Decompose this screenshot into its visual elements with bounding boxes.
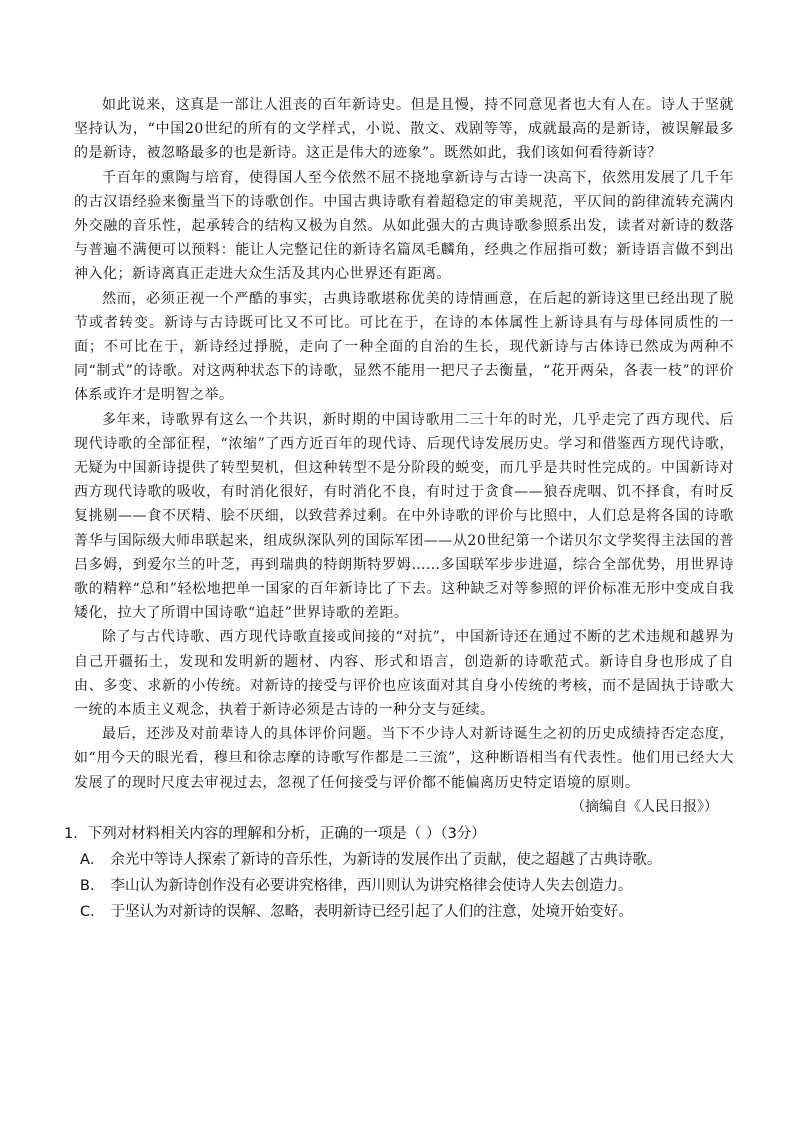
article-body	[74, 93, 734, 819]
option-b	[64, 873, 734, 899]
question-block	[64, 821, 734, 925]
option-text: 李山认为新诗创作没有必要讲究格律，西川则认为讲究格律会使诗人失去创造力。	[110, 877, 633, 894]
option-text: 于坚认为对新诗的误解、忽略，表明新诗已经引起了人们的注意，处境开始变好。	[110, 903, 633, 920]
option-letter: A．	[80, 851, 105, 868]
paragraph: 最后，还涉及对前辈诗人的具体评价问题。当下不少诗人对新诗诞生之初的历史成绩持否定态度，如“用今天的眼光看，穆旦和徐志摩的诗歌写作都是二三流”，这种断语相当有代表性。他们用已经大大发展了的现时尺度去审视过去，忽视了任何接受与评价都不能偏离历史特定语境的原则。	[74, 726, 734, 791]
paragraph: 如此说来，这真是一部让人沮丧的百年新诗史。但是且慢，持不同意见者也大有人在。诗人于坚就坚持认为，“中国20世纪的所有的文学样式，小说、散文、戏剧等等，成就最高的是新诗，被误解最多的是新诗，被忽略最多的也是新诗。这正是伟大的迹象”。既然如此，我们该如何看待新诗？	[74, 97, 734, 162]
option-list	[64, 847, 734, 925]
option-c	[64, 899, 734, 925]
paragraph: 然而，必须正视一个严酷的事实，古典诗歌堪称优美的诗情画意，在后起的新诗这里已经出现了脱节或者转变。新诗与古诗既可比又不可比。可比在于，在诗的本体属性上新诗具有与母体同质性的一面；不可比在于，新诗经过掙脱，走向了一种全面的自治的生长，现代新诗与古体诗已然成为两种不同“制式”的诗歌。对这两种状态下的诗歌，显然不能用一把尺子去衡量，“花开两朵，各表一枝”的评价体系或许才是明智之举。	[74, 290, 734, 404]
source-citation: （摘编自《人民日报》）	[571, 798, 718, 815]
paragraph: 千百年的熏陶与培育，使得国人至今依然不屈不挠地拿新诗与古诗一决高下，依然用发展了几千年的古汉语经验来衡量当下的诗歌创作。中国古典诗歌有着超稳定的审美规范，平仄间的韵律流转充满内外交融的音乐性，起承转合的结构又极为自然。从如此强大的古典诗歌参照系出发，读者对新诗的数落与普遍不满便可以预料：能让人完整记住的新诗名篇凤毛麟角，经典之作屈指可数；新诗语言做不到出神入化；新诗离真正走进大众生活及其内心世界还有距离。	[74, 169, 734, 283]
option-a	[64, 847, 734, 873]
question-stem: 1．下列对材料相关内容的理解和分析，正确的一项是（ ）（3分）	[64, 825, 486, 842]
document-page	[64, 93, 734, 925]
paragraph: 除了与古代诗歌、西方现代诗歌直接或间接的“对抗”，中国新诗还在通过不断的艺术违规和越界为自己开疆拓土，发现和发明新的题材、内容、形式和语言，创造新的诗歌范式。新诗自身也形成了自由、多变、求新的小传统。对新诗的接受与评价也应该面对其自身小传统的考核，而不是固执于诗歌大一统的本质主义观念，执着于新诗必须是古诗的一种分支与延续。	[74, 629, 734, 719]
paragraph: 多年来，诗歌界有这么一个共识，新时期的中国诗歌用二三十年的时光，几乎走完了西方现代、后现代诗歌的全部征程，“浓缩”了西方近百年的现代诗、后现代诗发展历史。学习和借鉴西方现代诗歌，无疑为中国新诗提供了转型契机，但这种转型不是分阶段的蜕变，而几乎是共时性完成的。中国新诗对西方现代诗歌的吸收，有时消化很好，有时消化不良，有时过于贪食——狼吞虎咽、饥不择食，有时反复挑剔——食不厌精、脍不厌细，以致营养过剩。在中外诗歌的评价与比照中，人们总是将各国的诗歌菁华与国际级大师串联起来，组成纵深队列的国际军团——从20世纪第一个诺贝尔文学奖得主法国的普吕多姆，到爱尔兰的叶芝，再到瑞典的特朗斯特罗姆……多国联军步步进逼，综合全部优势，用世界诗歌的精粹“总和”轻松地把单一国家的百年新诗比了下去。这种缺乏对等参照的评价标准无形中变成自我矮化，拉大了所谓中国诗歌“追赶”世界诗歌的差距。	[74, 411, 734, 622]
option-letter: B．	[80, 877, 105, 894]
option-letter: C．	[80, 903, 105, 920]
option-text: 余光中等诗人探索了新诗的音乐性，为新诗的发展作出了贡献，使之超越了古典诗歌。	[110, 851, 662, 868]
